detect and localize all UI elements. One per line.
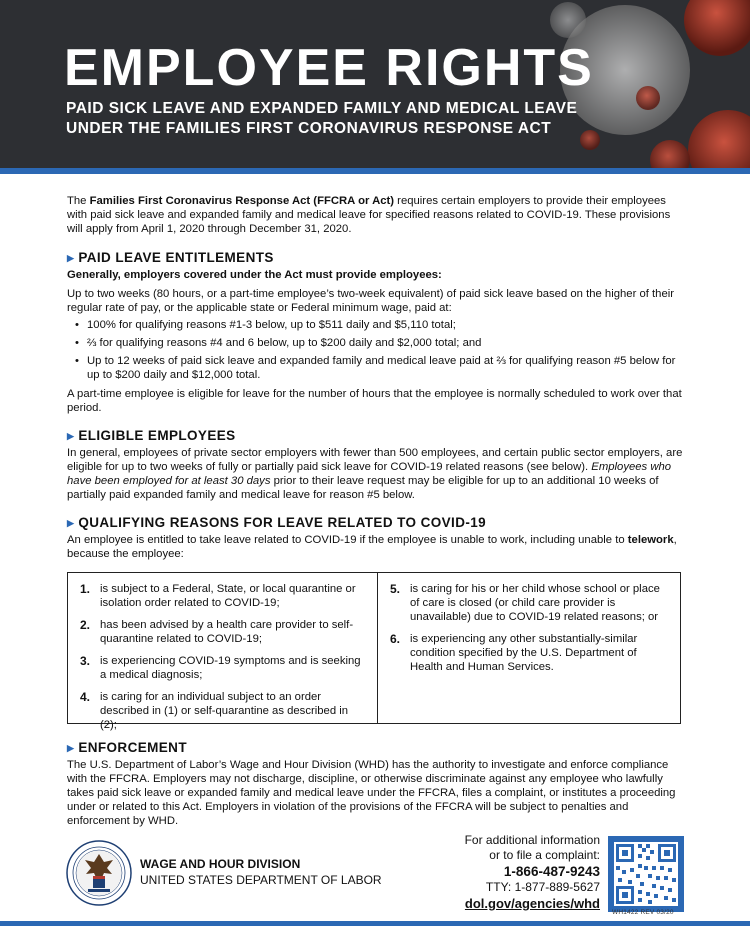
reason-item-1: 1. is subject to a Federal, State, or local quarantine or isolation order related to COVID-19; (80, 582, 356, 609)
department-name: UNITED STATES DEPARTMENT OF LABOR (140, 873, 382, 887)
subtitle-line-2: UNDER THE FAMILIES FIRST CORONAVIRUS RESPONSE ACT (66, 120, 552, 137)
list-item: • ⅔ for qualifying reasons #4 and 6 below, up to $200 daily and $2,000 total; and (87, 336, 683, 350)
reason-item-2: 2. has been advised by a health care provider to self-quarantine related to COVID-19; (80, 618, 354, 645)
form-code: WH1422 REV 03/20 (612, 909, 674, 916)
reasons-column-right (378, 573, 680, 723)
page-subtitle (66, 99, 577, 139)
section-heading-qualifying: ▶ QUALIFYING REASONS FOR LEAVE RELATED TO COVID-19 (67, 515, 487, 530)
enforcement-section (67, 740, 683, 828)
triangle-bullet-icon: ▶ (67, 253, 75, 263)
agency-name (140, 856, 382, 888)
poster-body (67, 194, 683, 561)
header-banner (0, 0, 750, 168)
qualifying-reasons-box (67, 572, 681, 731)
triangle-bullet-icon: ▶ (67, 431, 75, 441)
website-link[interactable]: dol.gov/agencies/whd (464, 896, 600, 911)
paid-leave-lead: Generally, employers covered under the Act must provide employees: (67, 269, 442, 281)
eligible-italic: Employees who have been employed for at least 30 days (67, 461, 672, 487)
part-time-note: A part-time employee is eligible for leave for the number of hours that the employee is normally scheduled to work over that period. (67, 388, 682, 414)
reason-item-5: 5. is caring for his or her child whose school or place of care is closed (or child care provider is unavailable) due to COVID-19 related reasons; or (390, 582, 660, 623)
header-divider (0, 168, 750, 174)
qr-code-icon (608, 836, 684, 912)
footer-divider (0, 921, 750, 926)
intro-act-name: Families First Coronavirus Response Act (FFCRA or Act) (89, 195, 395, 207)
list-item: • Up to 12 weeks of paid sick leave and expanded family and medical leave paid at ⅔ for qualifying reason #5 below for up to $200 daily and $12,000 total. (87, 354, 683, 382)
reason-item-6: 6. is experiencing any other substantially-similar condition specified by the U.S. Department of Health and Human Services. (390, 632, 638, 673)
eligible-text: In general, employees of private sector employers with fewer than 500 employees, and certain public sector employers, are eligible for up to two weeks of fully or partially paid sick leave for COVID-19 related reasons (see below). Employees who have been employed for at least 30 days prior to their leave request may be eligible for up to an additional 10 weeks of partially paid expanded family and medical leave for reason #5 below. (67, 447, 683, 501)
reason-item-4: 4. is caring for an individual subject to an order described in (1) or self-quarantine as described in (2); (80, 690, 349, 731)
section-heading-eligible: ▶ ELIGIBLE EMPLOYEES (67, 428, 236, 443)
contact-line-1: For additional information (464, 833, 600, 847)
page-title: EMPLOYEE RIGHTS (64, 39, 594, 97)
qr-code (608, 836, 684, 912)
tty-number: TTY: 1-877-889-5627 (485, 880, 600, 894)
section-heading-paid-leave: ▶ PAID LEAVE ENTITLEMENTS (67, 250, 274, 265)
contact-line-2: or to file a complaint: (489, 848, 600, 862)
qualifying-text: An employee is entitled to take leave related to COVID-19 if the employee is unable to work, including unable to telework, because the employee: (67, 534, 677, 560)
division-name: WAGE AND HOUR DIVISION (140, 857, 301, 871)
paid-leave-text: Up to two weeks (80 hours, or a part-time employee’s two-week equivalent) of paid sick leave based on the higher of their regular rate of pay, or the applicable state or Federal minimum wage, paid at: (67, 288, 675, 314)
triangle-bullet-icon: ▶ (67, 518, 75, 528)
reason-item-3: 3. is experiencing COVID-19 symptoms and is seeking a medical diagnosis; (80, 654, 361, 681)
intro-paragraph: The Families First Coronavirus Response Act (FFCRA or Act) requires certain employers to provide their employees with paid sick leave and expanded family and medical leave for specified reasons related to COVID-19. These provisions will apply from April 1, 2020 through December 31, 2020. (67, 195, 671, 235)
department-of-labor-seal-icon (66, 840, 132, 906)
phone-number: 1-866-487-9243 (503, 864, 600, 879)
enforcement-text: The U.S. Department of Labor’s Wage and Hour Division (WHD) has the authority to investigate and enforce compliance with the FFCRA. Employers may not discharge, discipline, or otherwise discriminate against any employee who lawfully takes paid sick leave or expanded family and medical leave under the FFCRA, files a complaint, or institutes a proceeding under or related to this Act. Employers in violation of the provisions of the FFCRA will be subject to penalties and enforcement by WHD. (67, 759, 676, 827)
list-item: • 100% for qualifying reasons #1-3 below, up to $511 daily and $5,110 total; (87, 318, 683, 332)
contact-info (450, 833, 600, 912)
section-heading-enforcement: ▶ ENFORCEMENT (67, 740, 187, 755)
paid-leave-bullets (67, 318, 683, 382)
triangle-bullet-icon: ▶ (67, 743, 75, 753)
subtitle-line-1: PAID SICK LEAVE AND EXPANDED FAMILY AND MEDICAL LEAVE (66, 100, 578, 117)
reasons-column-left (68, 573, 378, 731)
